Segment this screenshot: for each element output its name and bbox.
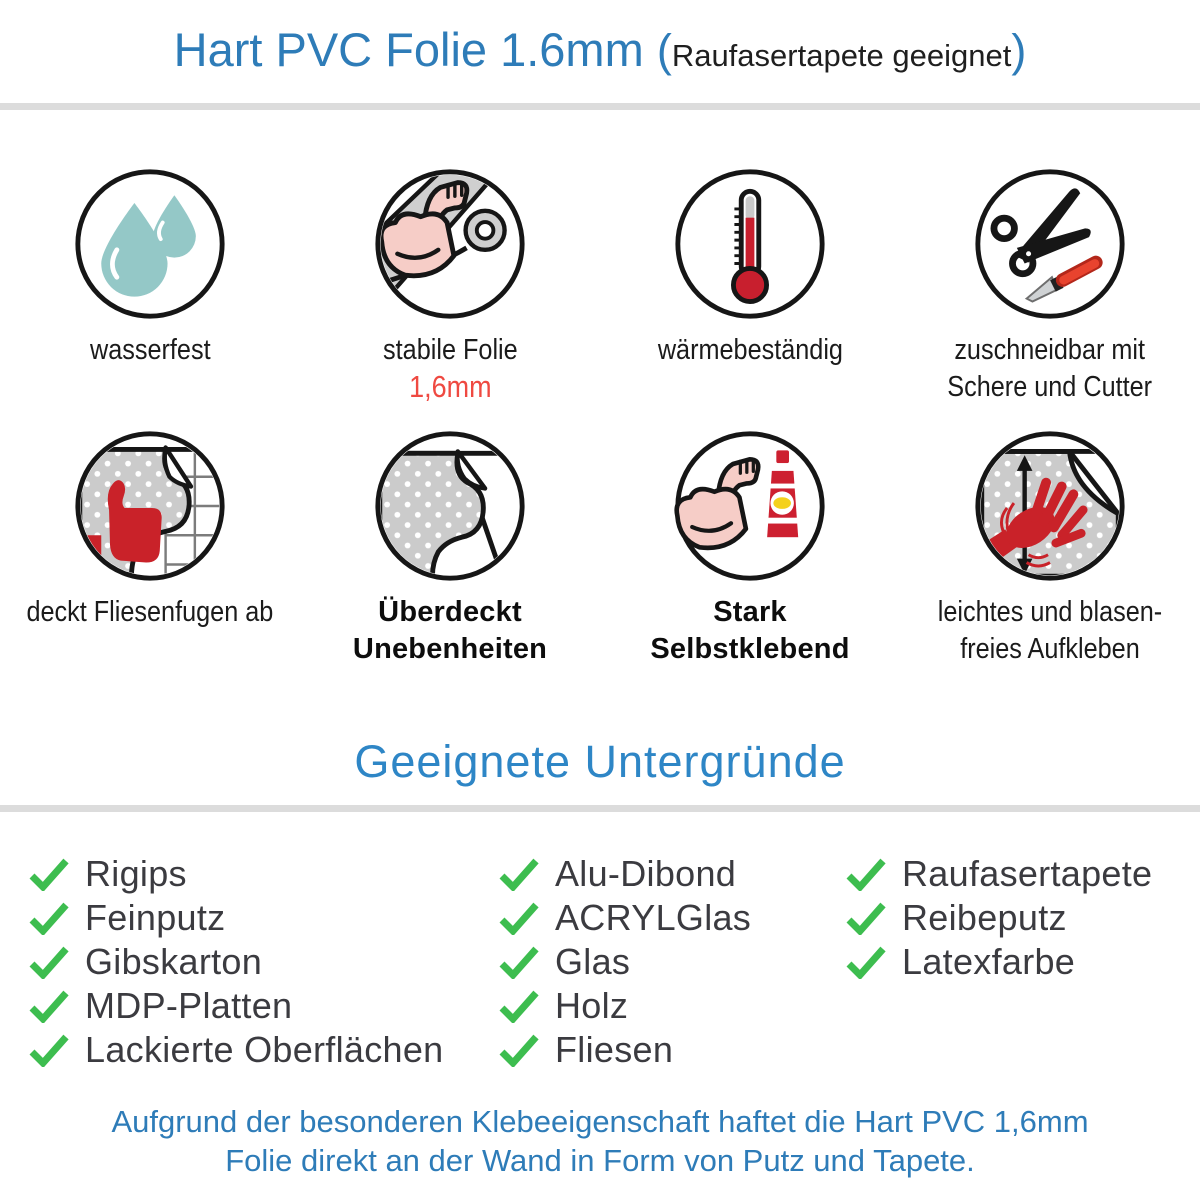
feature-caption: wärmebeständig bbox=[657, 334, 843, 366]
list-item-label: Fliesen bbox=[555, 1029, 674, 1070]
feature-caption: deckt Fliesenfugen ab bbox=[26, 596, 274, 628]
list-item-label: Alu-Dibond bbox=[555, 853, 737, 894]
feature-unebenheiten bbox=[300, 428, 600, 668]
check-icon bbox=[845, 945, 887, 979]
list-item-label: Raufasertapete bbox=[902, 853, 1153, 894]
thumbs-up-tiles-icon bbox=[72, 428, 228, 584]
check-icon bbox=[845, 901, 887, 935]
check-icon bbox=[28, 989, 70, 1023]
check-icon bbox=[498, 945, 540, 979]
muscle-glue-icon bbox=[672, 428, 828, 584]
feature-zuschneidbar bbox=[900, 166, 1200, 406]
page-title-main: Hart PVC Folie 1.6mm bbox=[173, 23, 657, 76]
feature-caption: Stark Selbstklebend bbox=[650, 596, 850, 665]
thermometer-icon bbox=[672, 166, 828, 322]
feature-row-1 bbox=[0, 166, 1200, 406]
feature-caption: zuschneidbar mit Schere und Cutter bbox=[947, 334, 1153, 403]
feature-thickness-label: 1,6mm bbox=[408, 369, 492, 404]
list-item-label: Lackierte Oberflächen bbox=[85, 1029, 444, 1070]
check-icon bbox=[28, 1033, 70, 1067]
list-item-label: Glas bbox=[555, 941, 631, 982]
list-item bbox=[28, 852, 444, 896]
feature-aufkleben bbox=[900, 428, 1200, 668]
feature-selbstklebend bbox=[600, 428, 900, 668]
surfaces-column-3 bbox=[845, 852, 1152, 984]
adhesion-note bbox=[0, 1102, 1200, 1180]
check-icon bbox=[28, 901, 70, 935]
feature-stabile-folie bbox=[300, 166, 600, 406]
list-item bbox=[28, 1028, 444, 1072]
list-item bbox=[498, 896, 751, 940]
list-item bbox=[28, 940, 444, 984]
page-title-sub: Raufasertapete geeignet bbox=[671, 38, 1012, 73]
list-item-label: Reibeputz bbox=[902, 897, 1067, 938]
feature-fliesenfugen bbox=[0, 428, 300, 668]
surfaces-column-1 bbox=[28, 852, 444, 1072]
check-icon bbox=[498, 857, 540, 891]
check-icon bbox=[498, 989, 540, 1023]
feature-row-2 bbox=[0, 428, 1200, 668]
list-item bbox=[845, 940, 1152, 984]
list-item-label: Feinputz bbox=[85, 897, 226, 938]
feature-caption: leichtes und blasen- freies Aufkleben bbox=[937, 596, 1163, 665]
feature-caption: stabile Folie bbox=[382, 334, 518, 366]
muscle-arm-foil-icon bbox=[372, 166, 528, 322]
list-item-label: Latexfarbe bbox=[902, 941, 1076, 982]
list-item bbox=[845, 896, 1152, 940]
adhesion-note-line2: Folie direkt an der Wand in Form von Putz und Tapete. bbox=[225, 1143, 975, 1178]
list-item bbox=[498, 852, 751, 896]
list-item-label: Holz bbox=[555, 985, 629, 1026]
surfaces-heading: Geeignete Untergründe bbox=[354, 736, 846, 787]
adhesion-note-line1: Aufgrund der besonderen Klebeeigenschaft haftet die Hart PVC 1,6mm bbox=[111, 1104, 1089, 1139]
list-item bbox=[498, 1028, 751, 1072]
surfaces-column-2 bbox=[498, 852, 751, 1072]
scissors-cutter-icon bbox=[972, 166, 1128, 322]
page-title bbox=[0, 22, 1200, 77]
paren-open: ( bbox=[656, 25, 672, 76]
check-icon bbox=[845, 857, 887, 891]
list-item-label: Rigips bbox=[85, 853, 187, 894]
list-item-label: MDP-Platten bbox=[85, 985, 293, 1026]
list-item bbox=[498, 940, 751, 984]
paren-close: ) bbox=[1011, 25, 1027, 76]
foil-overlap-icon bbox=[372, 428, 528, 584]
hand-smoothing-icon bbox=[972, 428, 1128, 584]
check-icon bbox=[28, 857, 70, 891]
list-item bbox=[28, 896, 444, 940]
water-drops-icon bbox=[72, 166, 228, 322]
feature-caption: Überdeckt Unebenheiten bbox=[352, 596, 548, 665]
divider-bar-top bbox=[0, 103, 1200, 110]
check-icon bbox=[498, 901, 540, 935]
list-item bbox=[498, 984, 751, 1028]
check-icon bbox=[28, 945, 70, 979]
list-item bbox=[845, 852, 1152, 896]
feature-waermebestaendig bbox=[600, 166, 900, 406]
feature-caption: wasserfest bbox=[89, 334, 211, 366]
list-item bbox=[28, 984, 444, 1028]
list-item-label: Gibskarton bbox=[85, 941, 263, 982]
check-icon bbox=[498, 1033, 540, 1067]
feature-wasserfest bbox=[0, 166, 300, 406]
divider-bar-middle bbox=[0, 805, 1200, 812]
list-item-label: ACRYLGlas bbox=[555, 897, 752, 938]
